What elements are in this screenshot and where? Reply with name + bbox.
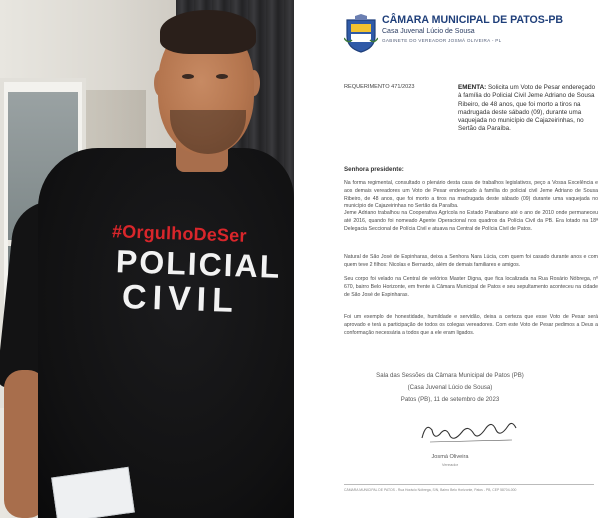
signer-name: Josmá Oliveira [431, 454, 469, 460]
footer-address: CÂMARA MUNICIPAL DE PATOS - Rua Horácio Nóbrega, S/N, Bairro Belo Horizonte, Patos - PB, CEP 58704-000 [344, 488, 517, 492]
office-line: GABINETE DO VEREADOR JOSMÁ OLIVEIRA - PL [382, 38, 502, 43]
right-eye [216, 74, 228, 79]
paragraph: Jeme Adriano trabalhou na Cooperativa Agrícola no Estado Paraibano até o ano de 2010 onde permaneceu até 2016, quando foi nomeado Agente Operacional nos quadros da Polícia Civil da PB. Era lotado na 18ª Delegacia Seccional de Polícia Civil e atuava na Central de Polícia Civil de Patos. [344, 210, 598, 232]
shirt-text-policial: POLICIAL [115, 243, 282, 285]
paragraph: Natural de São José de Espinharas, deixa a Senhora Nara Lúcia, com quem foi casado durante anos e com quem teve 2 filhos: Nicolas e Bernardo, além de demais familiares e amigos. [344, 254, 598, 268]
place-date: Patos (PB), 11 de setembro de 2023 [400, 396, 500, 403]
municipal-crest-icon [344, 14, 378, 54]
house-name: Casa Juvenal Lúcio de Sousa [382, 28, 475, 35]
requirement-number: REQUERIMENTO 471/2023 [344, 84, 415, 90]
shirt-text-civil: CIVIL [121, 277, 240, 321]
photo-panel [0, 0, 294, 518]
hair [160, 10, 256, 54]
signer-role: Vereador [441, 462, 459, 467]
session-line: Sala das Sessões da Câmara Municipal de Patos (PB) [376, 372, 524, 379]
shirt-hashtag: #OrgulhoDeSer [111, 221, 247, 246]
black-tshirt [38, 148, 294, 518]
left-eye [182, 74, 194, 79]
council-name: CÂMARA MUNICIPAL DE PATOS-PB [382, 14, 564, 26]
ementa-text: Solicita um Voto de Pesar endereçado à família do Policial Civil Jeme Adriano de Sousa Ribeiro, de 48 anos, que foi morto a tiros na madrugada deste sábado (09), durante uma vaquejada no município de Cajazeirinhas, no Sertão da Paraíba. [458, 84, 596, 133]
ementa-label: EMENTA: [458, 84, 487, 91]
signature-icon [416, 416, 526, 448]
footer-divider [344, 484, 594, 485]
paragraph: Seu corpo foi velado na Central de velórios Master Digna, que fica localizada na Rua Rosário Nóbrega, nº 670, bairro Belo Horizonte, em frente à Câmara Municipal de Patos e seu sepultamento aconteceu na cidade de São José de Espinharas. [344, 276, 598, 298]
ementa-block [458, 84, 598, 134]
paragraph: Na forma regimental, consultado o plenário desta casa de trabalhos legislativos, peço a Vossa Excelência e aos demais vereadores um Voto de Pesar endereçado à família do policial civil Jeme Adriano de Sousa Ribeiro, de 48 anos, que foi morto a tiros na madrugada deste sábado (09) durante uma vaquejada no município de Cajazeirinhas no Sertão da Paraíba. [344, 180, 598, 210]
session-house: (Casa Juvenal Lúcio de Sousa) [407, 384, 493, 391]
paragraph: Foi um exemplo de honestidade, humildade e servidão, deixa a certeza que esse Voto de Pesar será aprovado e terá a participação de todos os colegas vereadores. Com este Voto de Pesar pedimos a Deus a conformação necessária a todos que a ele eram ligados. [344, 314, 598, 336]
document-page [300, 0, 600, 518]
greeting: Senhora presidente: [344, 166, 404, 173]
